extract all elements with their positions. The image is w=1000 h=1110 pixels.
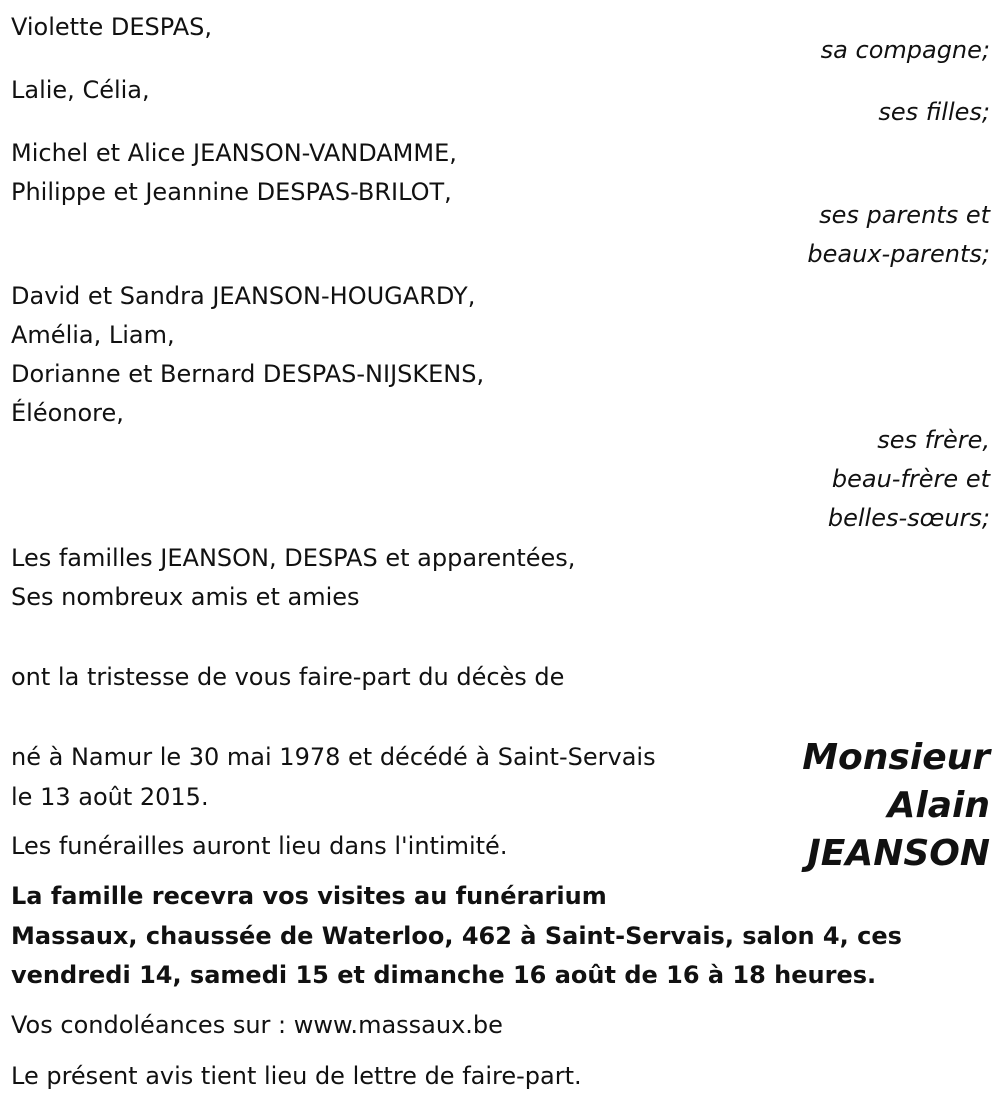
notice-footer: Le présent avis tient lieu de lettre de faire-part. [11,1062,582,1090]
family-line: Les familles JEANSON, DESPAS et apparentées, [11,544,576,572]
family-line: Lalie, Célia, [11,76,150,104]
funeral-text: Les funérailles auront lieu dans l'intimité. [11,832,508,860]
visits-line: Massaux, chaussée de Waterloo, 462 à Saint-Servais, salon 4, ces [11,922,902,950]
relation-label: ses parents et [819,201,990,229]
relation-label: sa compagne; [820,36,990,64]
birth-death-line: né à Namur le 30 mai 1978 et décédé à Saint-Servais [11,743,656,771]
relation-label: beau-frère et [831,465,990,493]
relation-label: ses frère, [877,426,990,454]
relation-label: beaux-parents; [807,240,990,268]
deceased-last-name: JEANSON [807,833,990,874]
family-line: Michel et Alice JEANSON-VANDAMME, [11,139,457,167]
condolences-text: Vos condoléances sur : www.massaux.be [11,1011,503,1039]
family-line: Amélia, Liam, [11,321,175,349]
announcement-text: ont la tristesse de vous faire-part du décès de [11,663,565,691]
family-line: Ses nombreux amis et amies [11,583,360,611]
birth-death-line: le 13 août 2015. [11,783,209,811]
relation-label: ses filles; [878,98,990,126]
relation-label: belles-sœurs; [827,504,990,532]
visits-line: La famille recevra vos visites au funérarium [11,882,607,910]
family-line: David et Sandra JEANSON-HOUGARDY, [11,282,476,310]
family-line: Philippe et Jeannine DESPAS-BRILOT, [11,178,452,206]
deceased-first-name: Alain [887,785,990,826]
family-line: Violette DESPAS, [11,13,212,41]
visits-line: vendredi 14, samedi 15 et dimanche 16 août de 16 à 18 heures. [11,961,877,989]
family-line: Dorianne et Bernard DESPAS-NIJSKENS, [11,360,485,388]
deceased-title: Monsieur [802,737,990,778]
family-line: Éléonore, [11,399,124,427]
